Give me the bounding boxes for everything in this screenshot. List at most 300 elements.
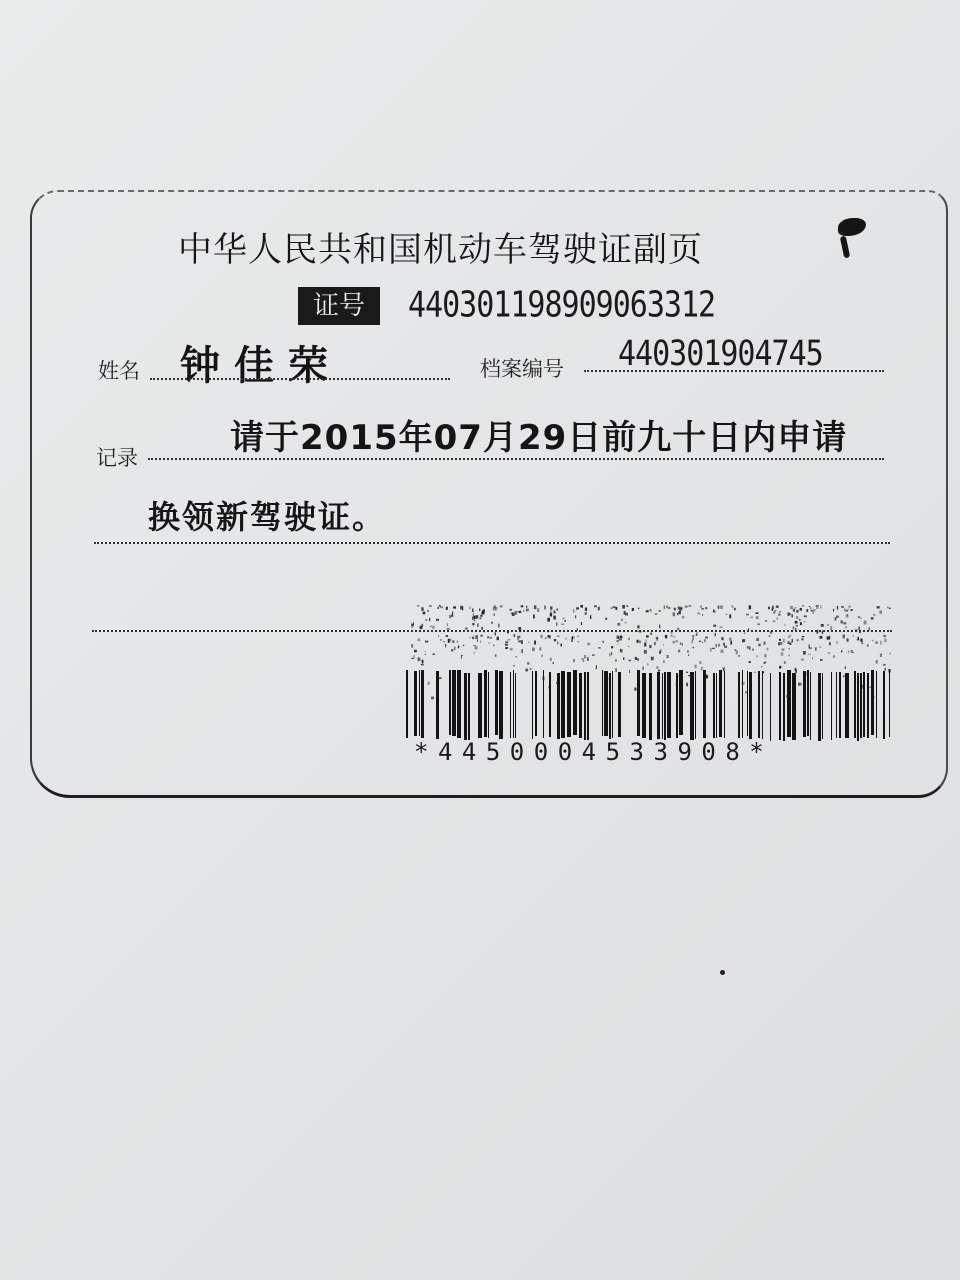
barcode-bar — [657, 672, 660, 739]
barcode-noise-dot — [810, 607, 811, 609]
barcode-noise-dot — [720, 627, 723, 628]
barcode-noise-dot — [685, 606, 688, 608]
barcode-noise-dot — [472, 617, 473, 621]
barcode-bar — [857, 673, 859, 741]
barcode-noise-dot — [723, 667, 725, 671]
barcode-noise-dot — [797, 639, 799, 641]
barcode-noise-dot — [712, 648, 715, 649]
barcode-noise-dot — [585, 608, 587, 611]
document-title: 中华人民共和国机动车驾驶证副页 — [178, 230, 703, 270]
barcode-noise-dot — [497, 637, 499, 641]
barcode-bar — [549, 672, 551, 737]
barcode-noise-dot — [475, 635, 477, 639]
barcode-noise-dot — [837, 606, 838, 609]
barcode-noise-dot — [702, 614, 703, 616]
barcode-noise-dot — [816, 607, 818, 609]
barcode-noise-dot — [796, 610, 798, 613]
barcode-noise-dot — [650, 609, 651, 613]
barcode-noise-dot — [532, 648, 535, 652]
barcode-noise-dot — [442, 607, 444, 609]
barcode-noise-dot — [800, 622, 802, 625]
barcode-noise-dot — [603, 641, 604, 644]
barcode-noise-dot — [627, 605, 628, 607]
barcode-bar — [543, 670, 544, 738]
barcode-noise-dot — [843, 622, 846, 624]
barcode-noise-dot — [677, 628, 679, 631]
barcode-noise-dot — [705, 607, 707, 609]
barcode-bar — [561, 671, 565, 738]
barcode-noise-dot — [596, 665, 597, 669]
barcode-bar — [854, 671, 856, 738]
barcode-noise-dot — [541, 655, 543, 658]
barcode-noise-dot — [598, 647, 600, 648]
barcode-noise-dot — [621, 619, 623, 622]
barcode-noise-dot — [550, 613, 552, 617]
barcode-noise-dot — [505, 647, 508, 649]
barcode-noise-dot — [446, 607, 448, 610]
barcode-noise-dot — [412, 625, 413, 628]
barcode-noise-dot — [539, 647, 541, 650]
barcode-noise-dot — [855, 629, 857, 632]
barcode-noise-dot — [789, 613, 791, 615]
barcode-noise-dot — [439, 605, 441, 607]
barcode-noise-dot — [507, 631, 509, 633]
barcode-noise-dot — [514, 634, 516, 637]
barcode-noise-dot — [808, 654, 811, 655]
barcode-noise-dot — [701, 608, 703, 609]
barcode-noise-dot — [829, 642, 831, 645]
barcode-noise-dot — [609, 653, 611, 656]
barcode-bar — [484, 670, 487, 737]
paper-speck — [720, 970, 725, 975]
barcode-bar — [822, 673, 823, 739]
barcode-noise-dot — [421, 607, 423, 611]
barcode-noise-dot — [411, 658, 414, 659]
barcode-noise-dot — [495, 607, 497, 611]
barcode-noise-dot — [587, 657, 588, 661]
barcode-noise-dot — [713, 625, 716, 627]
barcode-noise-dot — [658, 670, 660, 672]
barcode-noise-dot — [802, 636, 804, 637]
barcode-noise-dot — [889, 608, 891, 609]
barcode-noise-dot — [547, 631, 550, 633]
barcode-noise-dot — [554, 639, 556, 641]
barcode-noise-dot — [809, 606, 810, 607]
barcode-noise-dot — [472, 609, 473, 613]
barcode-noise-dot — [481, 635, 483, 637]
name-dotted-line — [150, 378, 450, 380]
barcode-noise-dot — [623, 657, 624, 660]
barcode-noise-dot — [527, 662, 529, 664]
barcode-noise-dot — [515, 656, 517, 658]
barcode-noise-dot — [773, 612, 775, 614]
barcode-noise-dot — [581, 622, 582, 625]
barcode-noise-dot — [673, 636, 675, 637]
barcode-bar — [749, 672, 752, 739]
barcode-noise-dot — [833, 655, 835, 657]
barcode-bar — [452, 670, 456, 736]
barcode-noise-dot — [611, 652, 612, 655]
barcode-noise-dot — [578, 636, 579, 638]
barcode-noise-dot — [841, 620, 843, 623]
barcode-noise-dot — [666, 655, 668, 658]
barcode-bar — [414, 671, 417, 736]
barcode-noise-dot — [620, 636, 623, 637]
barcode-noise-dot — [487, 636, 489, 638]
barcode-noise-dot — [692, 635, 694, 637]
barcode-bar — [695, 671, 696, 739]
barcode-noise-dot — [655, 613, 658, 615]
barcode-noise-dot — [867, 644, 869, 647]
barcode-noise-dot — [678, 650, 680, 653]
barcode-noise-dot — [482, 610, 485, 613]
barcode-noise-dot — [802, 605, 804, 606]
barcode-noise-dot — [491, 622, 493, 624]
barcode-noise-dot — [827, 624, 830, 626]
barcode-noise-dot — [822, 631, 824, 634]
barcode-bar — [845, 673, 849, 738]
barcode-bar — [690, 672, 694, 740]
barcode-noise-dot — [470, 637, 471, 639]
barcode-noise-dot — [859, 632, 861, 633]
barcode-noise-dot — [804, 621, 806, 623]
barcode-noise-dot — [557, 609, 559, 611]
barcode-noise-dot — [553, 616, 555, 620]
barcode-bar — [468, 673, 470, 740]
barcode-noise-dot — [853, 635, 854, 636]
barcode-noise-dot — [715, 633, 716, 636]
barcode-noise-dot — [779, 611, 780, 613]
barcode-noise-dot — [698, 612, 700, 614]
barcode-noise-dot — [646, 610, 649, 612]
barcode-noise-dot — [687, 650, 689, 652]
barcode-noise-dot — [526, 609, 529, 612]
barcode-noise-dot — [875, 641, 878, 644]
barcode-noise-dot — [848, 605, 850, 607]
barcode-noise-dot — [791, 614, 793, 617]
barcode-noise-dot — [521, 605, 524, 607]
barcode-noise-dot — [449, 615, 451, 618]
barcode-noise-dot — [688, 654, 689, 656]
barcode-bar — [510, 672, 511, 738]
barcode-noise-dot — [844, 608, 845, 611]
barcode-noise-dot — [637, 658, 639, 661]
barcode-noise-dot — [820, 605, 821, 608]
barcode-bar — [664, 672, 666, 740]
barcode-noise-dot — [571, 639, 573, 642]
barcode-noise-dot — [515, 611, 517, 615]
barcode-noise-dot — [885, 668, 886, 671]
barcode-noise-dot — [469, 607, 471, 610]
barcode-noise-dot — [713, 609, 714, 610]
record-dotted-line-1 — [148, 458, 884, 460]
barcode-bar — [579, 673, 582, 738]
barcode-noise-dot — [821, 624, 824, 627]
barcode-noise-dot — [799, 683, 802, 686]
barcode-noise-dot — [420, 626, 423, 629]
barcode-noise-dot — [716, 644, 717, 647]
barcode-noise-dot — [517, 611, 519, 613]
barcode-noise-dot — [417, 605, 420, 606]
barcode-noise-dot — [779, 666, 781, 669]
barcode-noise-dot — [622, 605, 625, 609]
barcode-noise-dot — [577, 628, 578, 631]
barcode-noise-dot — [495, 632, 496, 635]
barcode-noise-dot — [718, 644, 720, 647]
barcode-noise-dot — [628, 638, 630, 640]
barcode-noise-dot — [778, 613, 780, 616]
barcode-noise-dot — [773, 620, 776, 622]
barcode-noise-dot — [494, 614, 495, 616]
barcode-bar — [495, 670, 498, 735]
barcode-noise-dot — [688, 605, 691, 607]
barcode-noise-dot — [505, 641, 508, 643]
barcode-noise-dot — [583, 660, 585, 662]
barcode-noise-dot — [594, 605, 597, 607]
barcode-noise-dot — [812, 657, 813, 659]
barcode-noise-dot — [447, 623, 448, 626]
barcode-bar — [499, 671, 503, 739]
barcode-noise-dot — [804, 615, 807, 617]
barcode-bar — [612, 671, 613, 738]
barcode-bar — [703, 670, 706, 738]
barcode-noise-dot — [637, 625, 639, 628]
barcode-noise-dot — [638, 608, 639, 609]
barcode-noise-dot — [751, 617, 753, 619]
barcode-bar — [883, 671, 885, 739]
barcode-bar — [649, 673, 652, 740]
barcode-bar — [618, 672, 621, 737]
barcode-noise-dot — [692, 638, 694, 641]
barcode-noise-dot — [440, 607, 441, 608]
record-label: 记录 — [96, 446, 138, 470]
barcode-bar — [419, 670, 420, 736]
barcode-noise-dot — [528, 642, 529, 643]
barcode-noise-dot — [678, 607, 681, 610]
barcode-noise-dot — [628, 660, 631, 661]
barcode-noise-dot — [425, 619, 427, 620]
barcode-noise-dot — [749, 661, 751, 663]
barcode-noise-dot — [494, 605, 495, 608]
barcode-bar — [464, 673, 467, 740]
barcode-noise-dot — [758, 623, 760, 625]
barcode-noise-dot — [461, 655, 462, 656]
barcode-noise-dot — [659, 610, 661, 612]
barcode-noise-dot — [439, 677, 442, 679]
barcode-noise-dot — [447, 628, 450, 630]
barcode-noise-dot — [679, 611, 681, 614]
barcode-noise-dot — [682, 616, 684, 619]
barcode-noise-dot — [617, 644, 618, 645]
barcode-noise-dot — [848, 651, 849, 654]
barcode-bar — [637, 670, 640, 736]
barcode-noise-dot — [463, 645, 465, 646]
barcode-noise-dot — [747, 646, 749, 648]
record-text-line-2: 换领新驾驶证。 — [148, 498, 387, 536]
barcode-noise-dot — [677, 613, 678, 615]
barcode-noise-dot — [429, 605, 432, 607]
barcode-bar — [860, 673, 862, 738]
barcode-bar — [676, 673, 678, 738]
barcode-noise-dot — [656, 637, 658, 641]
barcode-noise-dot — [764, 654, 766, 657]
barcode-noise-dot — [723, 643, 725, 646]
barcode-noise-dot — [706, 675, 708, 679]
barcode-noise-dot — [744, 632, 746, 634]
barcode-noise-dot — [830, 626, 832, 630]
barcode-noise-dot — [425, 641, 428, 643]
barcode-bar — [810, 672, 811, 740]
barcode-noise-dot — [576, 607, 579, 609]
barcode-noise-dot — [782, 648, 785, 650]
barcode-noise-dot — [699, 641, 702, 642]
barcode-noise-dot — [477, 623, 479, 627]
barcode-bar — [839, 672, 841, 738]
barcode-noise-dot — [764, 662, 766, 664]
barcode-noise-dot — [587, 643, 590, 646]
barcode-noise-dot — [815, 647, 816, 650]
barcode-noise-dot — [846, 615, 849, 618]
barcode-noise-dot — [877, 606, 880, 608]
barcode-noise-dot — [833, 609, 834, 612]
barcode-noise-dot — [704, 639, 706, 642]
barcode-noise-dot — [556, 622, 557, 626]
barcode-noise-dot — [411, 644, 413, 648]
barcode-noise-dot — [827, 636, 829, 639]
barcode-noise-dot — [862, 643, 864, 644]
barcode-bar — [421, 670, 424, 738]
barcode-noise-dot — [784, 661, 786, 664]
id-label-badge: 证号 — [298, 287, 380, 325]
barcode-bar — [515, 673, 516, 738]
barcode-noise-dot — [480, 641, 481, 643]
barcode-noise-dot — [493, 645, 494, 647]
barcode-noise-dot — [720, 605, 723, 609]
barcode-noise-dot — [860, 618, 862, 619]
barcode-noise-dot — [754, 672, 756, 673]
barcode-noise-dot — [550, 607, 552, 610]
barcode-noise-dot — [876, 660, 878, 664]
barcode-bar — [713, 673, 715, 738]
barcode-noise-dot — [790, 643, 792, 645]
barcode-noise-dot — [793, 627, 795, 630]
barcode-noise-dot — [541, 635, 543, 638]
barcode-noise-dot — [620, 649, 623, 653]
barcode-noise-dot — [801, 659, 804, 661]
barcode-noise-dot — [774, 610, 776, 611]
barcode-noise-dot — [553, 662, 554, 664]
barcode-noise-dot — [871, 617, 874, 620]
barcode-noise-dot — [625, 613, 628, 616]
barcode-noise-dot — [414, 650, 417, 653]
barcode-noise-dot — [547, 618, 550, 622]
barcode-noise-dot — [473, 613, 475, 616]
barcode-noise-dot — [772, 607, 774, 611]
barcode-noise-dot — [872, 640, 874, 641]
barcode-bar — [513, 670, 514, 738]
barcode-noise-dot — [835, 617, 837, 620]
barcode-noise-dot — [453, 606, 456, 608]
barcode-noise-dot — [537, 608, 539, 612]
barcode-noise-dot — [618, 637, 620, 639]
barcode-bar — [457, 670, 461, 738]
barcode-noise-dot — [784, 624, 786, 626]
id-number: 440301198909063312 — [408, 284, 716, 326]
barcode-bar — [871, 670, 874, 735]
barcode-noise-dot — [427, 610, 428, 612]
barcode-noise-dot — [548, 635, 550, 637]
barcode-noise-dot — [518, 640, 521, 642]
barcode-noise-dot — [495, 655, 497, 657]
barcode-noise-dot — [505, 644, 508, 646]
barcode-noise-dot — [770, 631, 772, 634]
barcode-bar — [867, 673, 869, 738]
barcode-noise-dot — [480, 615, 482, 617]
barcode-noise-dot — [584, 655, 586, 659]
barcode-bar — [662, 673, 663, 739]
barcode-noise-dot — [418, 639, 421, 642]
barcode-noise-dot — [763, 671, 764, 673]
barcode-noise-dot — [729, 614, 731, 618]
barcode-noise-dot — [883, 635, 885, 636]
barcode-noise-dot — [884, 639, 886, 643]
barcode-noise-dot — [795, 628, 796, 630]
barcode-noise-dot — [452, 641, 454, 643]
barcode-noise-dot — [721, 637, 723, 640]
barcode-noise-dot — [752, 649, 754, 651]
barcode-noise-dot — [730, 641, 732, 645]
barcode-noise-dot — [554, 612, 555, 613]
barcode-noise-dot — [794, 607, 796, 608]
barcode-noise-dot — [676, 640, 678, 642]
barcode-noise-dot — [841, 650, 842, 652]
barcode-bar — [770, 673, 771, 741]
barcode-bar — [747, 671, 748, 736]
barcode-noise-dot — [510, 648, 513, 651]
barcode-bar — [604, 671, 608, 736]
barcode-noise-dot — [841, 606, 844, 608]
barcode-bar — [609, 673, 611, 739]
barcode-bar — [557, 673, 560, 739]
file-dotted-line — [584, 370, 884, 372]
barcode-noise-dot — [820, 659, 823, 661]
barcode-noise-dot — [777, 618, 778, 620]
barcode-noise-dot — [615, 659, 617, 661]
barcode-noise-dot — [480, 617, 482, 619]
barcode-bar — [758, 671, 760, 738]
barcode-bar — [738, 672, 740, 738]
barcode-noise-dot — [577, 641, 580, 642]
barcode-noise-dot — [847, 609, 849, 610]
barcode-noise-dot — [749, 605, 751, 609]
barcode-noise-dot — [431, 697, 434, 700]
barcode-noise-dot — [724, 646, 727, 648]
barcode-noise-dot — [498, 624, 500, 628]
file-number-label: 档案编号 — [480, 357, 564, 381]
barcode-noise-dot — [479, 609, 480, 611]
barcode-noise-dot — [654, 642, 656, 645]
barcode-noise-dot — [796, 616, 799, 619]
barcode-noise-dot — [666, 606, 668, 609]
barcode-noise-dot — [729, 638, 732, 641]
barcode-noise-dot — [581, 605, 583, 608]
barcode-noise-dot — [644, 643, 646, 647]
barcode-noise-dot — [615, 668, 617, 672]
barcode-noise-dot — [530, 668, 532, 670]
barcode-noise-dot — [749, 647, 750, 651]
barcode-noise-dot — [864, 621, 867, 625]
barcode-bar — [719, 670, 722, 737]
